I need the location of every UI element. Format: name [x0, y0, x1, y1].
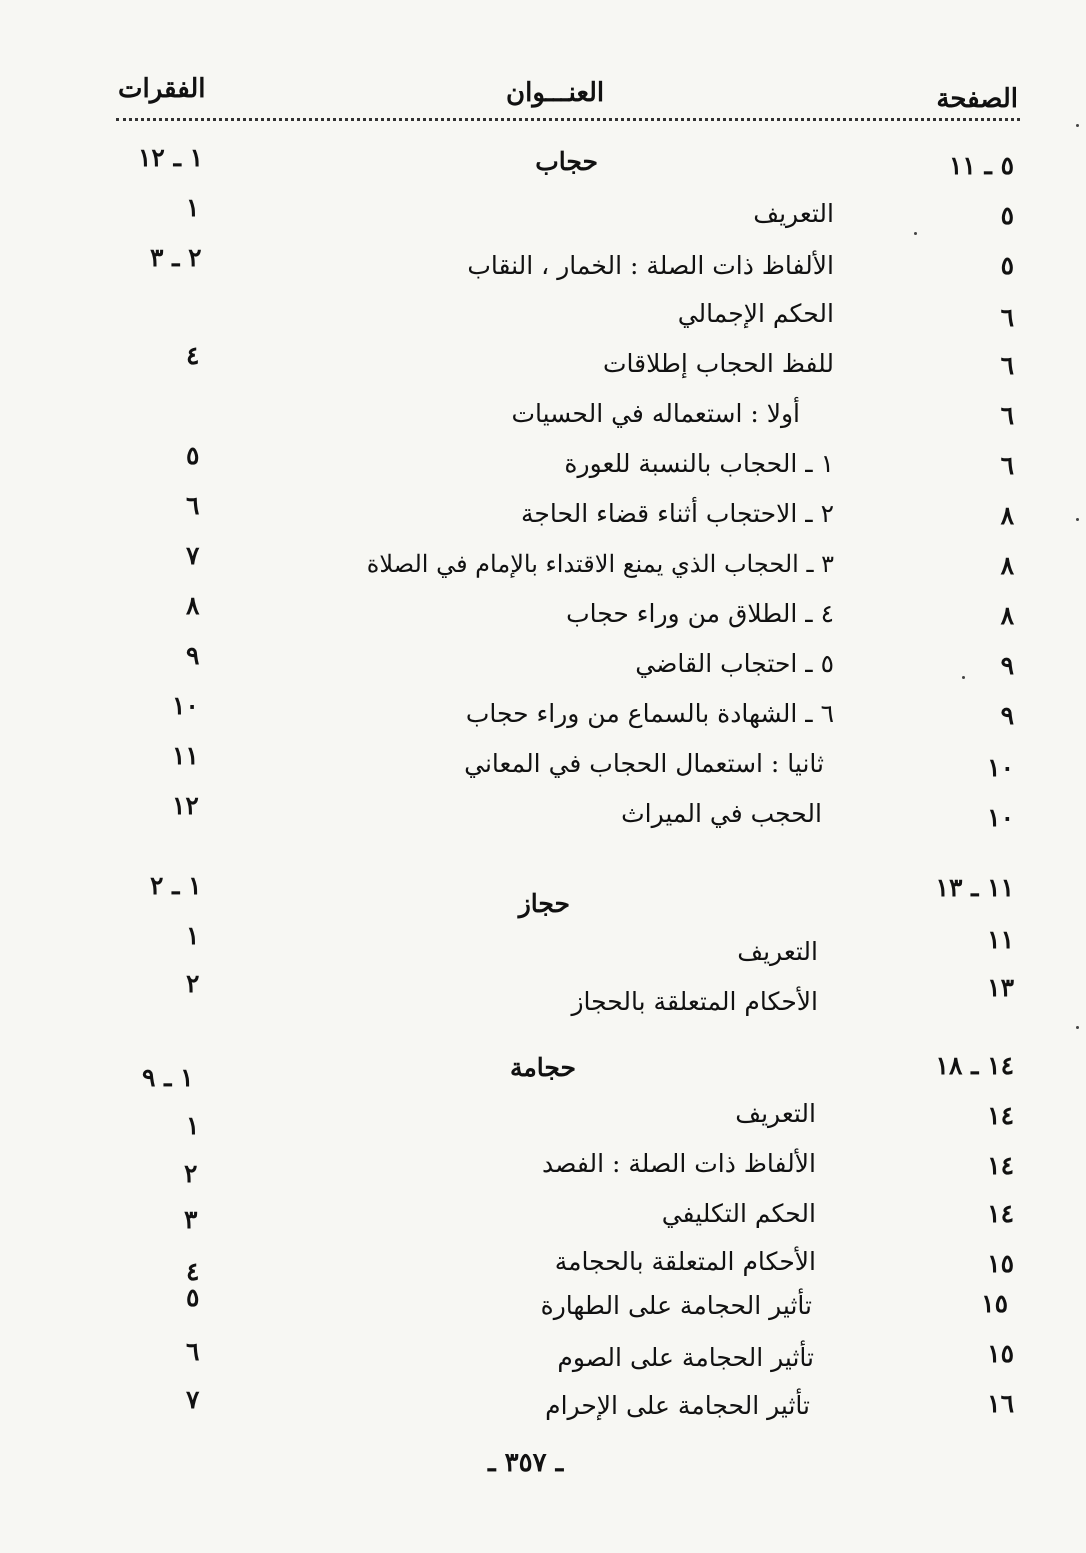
row-3-title: الحكم الإجمالي [677, 299, 834, 328]
row-14-page: ١١ ـ ١٣ [935, 873, 1014, 902]
row-16-page: ١١ [987, 925, 1014, 954]
row-11-title: ٦ ـ الشهادة بالسماع من وراء حجاب [465, 699, 834, 728]
row-7-title: ٢ ـ الاحتجاب أثناء قضاء الحاجة [521, 499, 834, 528]
row-23-para: ٥ [186, 1283, 200, 1312]
row-0-page: ٥ ـ ١١ [948, 151, 1014, 180]
row-24-para: ٦ [186, 1337, 200, 1366]
row-11-para: ١٠ [172, 691, 199, 720]
row-20-page: ١٤ [987, 1151, 1014, 1180]
row-17-page: ١٣ [987, 973, 1014, 1002]
row-0-para: ١ ـ ١٢ [138, 143, 204, 172]
page-column-header: الصفحة [936, 84, 1018, 114]
row-18-page: ١٤ ـ ١٨ [935, 1051, 1014, 1080]
row-9-page: ٨ [1000, 601, 1014, 630]
scan-speck [1076, 1026, 1079, 1029]
row-11-page: ٩ [1000, 701, 1014, 730]
row-5-title: أولا : استعماله في الحسيات [511, 399, 800, 428]
row-24-page: ١٥ [987, 1339, 1014, 1368]
row-10-para: ٩ [186, 641, 200, 670]
row-13-page: ١٠ [987, 803, 1014, 832]
row-24-title: تأثير الحجامة على الصوم [557, 1343, 814, 1372]
row-23-page: ١٥ [981, 1289, 1008, 1318]
row-1-para: ١ [186, 193, 200, 222]
row-2-title: الألفاظ ذات الصلة : الخمار ، النقاب [467, 251, 834, 280]
row-19-page: ١٤ [987, 1101, 1014, 1130]
row-4-para: ٤ [186, 341, 200, 370]
row-25-para: ٧ [186, 1385, 200, 1414]
row-4-title: للفظ الحجاب إطلاقات [602, 349, 834, 378]
row-13-para: ١٢ [172, 791, 199, 820]
row-10-title: ٥ ـ احتجاب القاضي [635, 649, 834, 678]
row-8-para: ٧ [186, 541, 200, 570]
row-3-page: ٦ [1000, 303, 1014, 332]
row-1-page: ٥ [1000, 201, 1014, 230]
row-0-title: حجاب [535, 147, 598, 176]
row-22-para: ٤ [186, 1257, 200, 1286]
row-10-page: ٩ [1000, 651, 1014, 680]
row-4-page: ٦ [1000, 351, 1014, 380]
page-number: ـ ٣٥٧ ـ [488, 1448, 564, 1478]
row-2-para: ٢ ـ ٣ [150, 243, 202, 272]
row-20-title: الألفاظ ذات الصلة : الفصد [542, 1149, 816, 1178]
row-18-para: ١ ـ ٩ [142, 1063, 194, 1092]
row-14-para: ١ ـ ٢ [150, 871, 202, 900]
row-7-para: ٦ [186, 491, 200, 520]
row-6-page: ٦ [1000, 451, 1014, 480]
row-21-title: الحكم التكليفي [661, 1199, 816, 1228]
row-1-title: التعريف [753, 199, 834, 228]
row-12-para: ١١ [172, 741, 199, 770]
row-8-title: ٣ ـ الحجاب الذي يمنع الاقتداء بالإمام في الصلاة [366, 550, 834, 578]
row-19-para: ١ [186, 1111, 200, 1140]
scan-speck [1076, 518, 1079, 521]
row-9-title: ٤ ـ الطلاق من وراء حجاب [566, 599, 834, 628]
row-12-title: ثانيا : استعمال الحجاب في المعاني [464, 749, 824, 778]
row-21-page: ١٤ [987, 1199, 1014, 1228]
row-23-title: تأثير الحجامة على الطهارة [540, 1291, 812, 1320]
row-16-para: ١ [186, 921, 200, 950]
row-5-page: ٦ [1000, 401, 1014, 430]
row-17-title: الأحكام المتعلقة بالحجاز [571, 987, 818, 1016]
row-18-title: حجامة [509, 1053, 576, 1082]
row-20-para: ٢ [184, 1159, 198, 1188]
row-25-page: ١٦ [987, 1389, 1014, 1418]
row-13-title: الحجب في الميراث [621, 799, 822, 828]
row-22-page: ١٥ [987, 1249, 1014, 1278]
row-19-title: التعريف [735, 1099, 816, 1128]
scan-speck [1076, 124, 1079, 127]
row-6-para: ٥ [186, 441, 200, 470]
row-9-para: ٨ [186, 591, 200, 620]
paragraphs-column-header: الفقرات [118, 74, 206, 104]
title-column-header: العنـــوان [506, 78, 605, 108]
row-22-title: الأحكام المتعلقة بالحجامة [554, 1247, 816, 1276]
scan-speck [914, 232, 917, 235]
row-8-page: ٨ [1000, 551, 1014, 580]
row-21-para: ٣ [184, 1205, 198, 1234]
row-7-page: ٨ [1000, 501, 1014, 530]
row-12-page: ١٠ [987, 753, 1014, 782]
row-16-title: التعريف [737, 937, 818, 966]
row-2-page: ٥ [1000, 251, 1014, 280]
row-25-title: تأثير الحجامة على الإحرام [545, 1391, 810, 1420]
row-6-title: ١ ـ الحجاب بالنسبة للعورة [564, 449, 834, 478]
row-17-para: ٢ [186, 969, 200, 998]
header-dotted-rule [116, 118, 1020, 121]
scan-speck [962, 676, 965, 679]
row-15-title: حجاز [518, 889, 570, 918]
